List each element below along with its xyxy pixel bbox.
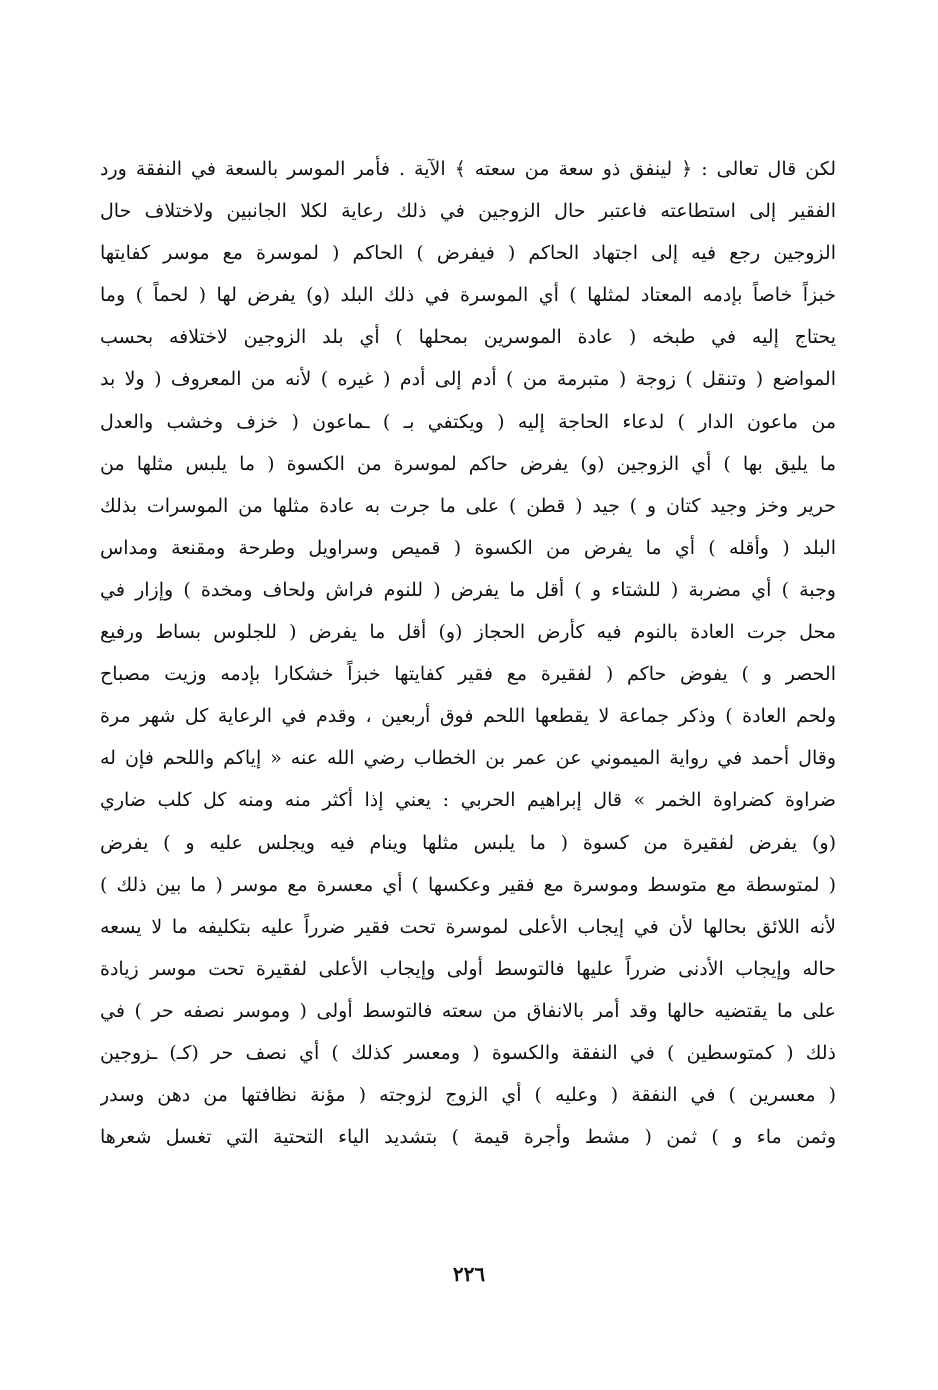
text-line-3: الزوجين رجع فيه إلى اجتهاد الحاكم ( فيفرض ) الحاكم ( لموسرة مع موسر كفايتها — [100, 242, 836, 265]
text-line-24: وثمن ماء و ) ثمن ( مشط وأجرة قيمة ) بتشديد الياء التحتية التي تغسل شعرها — [100, 1126, 836, 1149]
page-number: ٢٢٦ — [452, 1262, 486, 1286]
text-line-6: المواضع ( وتنقل ) زوجة ( متبرمة من ) أدم إلى أدم ( غيره ) لأنه من المعروف ( ولا بد — [100, 368, 836, 391]
text-line-18: ( لمتوسطة مع متوسط وموسرة مع فقير وعكسها ) أي معسرة مع موسر ( ما بين ذلك ) — [100, 873, 836, 896]
text-line-20: حاله وإيجاب الأدنى ضرراً عليها فالتوسط أولى وإيجاب الأعلى لفقيرة تحت موسر زيادة — [100, 957, 836, 980]
text-line-17: (و) يفرض لفقيرة من كسوة ( ما يلبس مثلها وينام فيه ويجلس عليه و ) يفرض — [100, 831, 836, 854]
text-line-15: وقال أحمد في رواية الميموني عن عمر بن الخطاب رضي الله عنه « إياكم واللحم فإن له — [100, 747, 836, 770]
text-line-21: على ما يقتضيه حالها وقد أمر بالانفاق من سعته فالتوسط أولى ( وموسر نصفه حر ) في — [100, 999, 836, 1022]
text-line-4: خبزاً خاصاً بإدمه المعتاد لمثلها ) أي الموسرة في ذلك البلد (و) يفرض لها ( لحماً ) وما — [100, 284, 836, 307]
text-line-7: من ماعون الدار ) لدعاء الحاجة إليه ( ويكتفي بـ ) ـماعون ( خزف وخشب والعدل — [100, 410, 836, 433]
text-line-13: الحصر و ) يفوض حاكم ( لفقيرة مع فقير كفايتها خبزاً خشكارا بإدمه وزيت مصباح — [100, 663, 836, 686]
text-line-9: حرير وخز وجيد كتان و ) جيد ( قطن ) على ما جرت به عادة مثلها من الموسرات بذلك — [100, 494, 836, 517]
body-text — [100, 148, 836, 1158]
text-line-10: البلد ( وأقله ) أي ما يفرض من الكسوة ( قميص وسراويل وطرحة ومقنعة ومداس — [100, 536, 836, 559]
text-line-11: وجبة ) أي مضربة ( للشتاء و ) أقل ما يفرض ( للنوم فراش ولحاف ومخدة ) وإزار في — [100, 578, 836, 601]
text-line-5: يحتاج إليه في طبخه ( عادة الموسرين بمحلها ) أي بلد الزوجين لاختلافه بحسب — [100, 326, 836, 349]
text-line-23: ( معسرين ) في النفقة ( وعليه ) أي الزوج لزوجته ( مؤنة نظافتها من دهن وسدر — [100, 1084, 836, 1107]
text-line-8: ما يليق بها ) أي الزوجين (و) يفرض حاكم لموسرة من الكسوة ( ما يلبس مثلها من — [100, 452, 836, 475]
text-line-12: محل جرت العادة بالنوم فيه كأرض الحجاز (و) أقل ما يفرض ( للجلوس بساط ورفيع — [100, 621, 836, 644]
text-line-16: ضراوة كضراوة الخمر » قال إبراهيم الحربي : يعني إذا أكثر منه ومنه كل كلب ضاري — [100, 789, 836, 812]
text-line-1: لكن قال تعالى : ﴿ لينفق ذو سعة من سعته ﴾ الآية . فأمر الموسر بالسعة في النفقة ورد — [100, 158, 836, 180]
text-line-14: ولحم العادة ) وذكر جماعة لا يقطعها اللحم فوق أربعين ، وقدم في الرعاية كل شهر مرة — [100, 705, 836, 728]
text-line-19: لأنه اللائق بحالها لأن في إيجاب الأعلى لموسرة تحت فقير ضرراً عليه بتكليفه ما لا يسعه — [100, 915, 836, 938]
text-line-2: الفقير إلى استطاعته فاعتبر حال الزوجين في ذلك رعاية لكلا الجانبين ولاختلاف حال — [100, 200, 836, 223]
text-line-22: ذلك ( كمتوسطين ) في النفقة والكسوة ( ومعسر كذلك ) أي نصف حر (كـ) ـزوجين — [100, 1041, 836, 1064]
